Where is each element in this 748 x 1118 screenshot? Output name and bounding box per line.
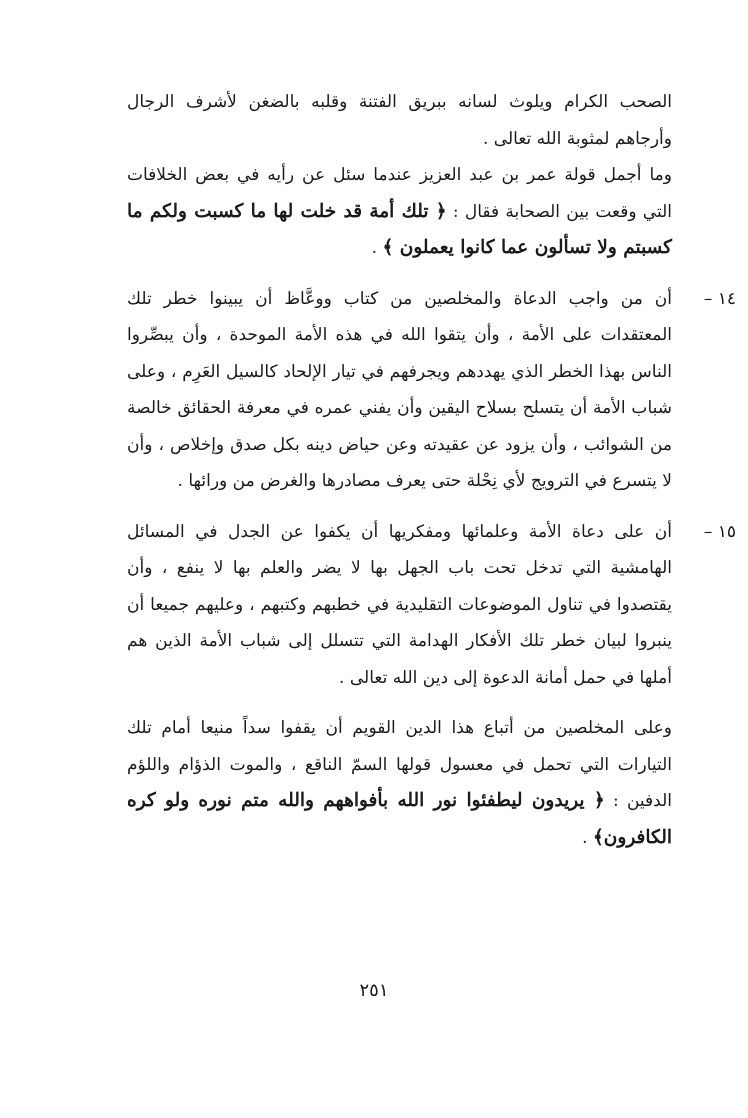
paragraph-quote [127,157,672,267]
item-number: ١٥ – [703,521,736,542]
paragraph-gap [127,267,672,281]
item-number: ١٤ – [703,288,736,309]
paragraph-gap [127,696,672,710]
list-item-15 [127,514,736,697]
paragraph-continuation [127,84,672,157]
quran-verse: ﴿ تلك أمة قد خلت لها ما كسبت ولكم ما كسبتم ولا تسألون عما كانوا يعملون ﴾ [127,200,672,258]
paragraph-text: وما أجمل قولة عمر بن عبد العزيز عندما سئل عن رأيه في بعض الخلافات التي وقعت بين الصحابة فقال : [127,165,672,222]
paragraph-gap [127,500,672,514]
item-text: أن من واجب الدعاة والمخلصين من كتاب ووعَّاظ أن يبينوا خطر تلك المعتقدات على الأمة ، وأن يتقوا الله في هذه الأمة الموحدة ، وأن يبصِّروا الناس بهذا الخطر الذي يهددهم ويجرفهم في تيار الإلحاد كالسيل العَرِم ، وعلى شباب الأمة أن يتسلح بسلاح اليقين وأن يفني عمره في معرفة الحقائق خالصة من الشوائب ، وأن يزود عن عقيدته وعن حياض دينه بكل صدق وإخلاص ، وأن لا يتسرع في الترويج لأي نِحْلة حتى يعرف مصادرها والغرض من ورائها . [127,288,672,491]
paragraph-text: وعلى المخلصين من أتباع هذا الدين القويم أن يقفوا سداً منيعا أمام تلك التيارات التي تحمل في معسول قولها السمّ الناقع ، والموت الذؤام واللؤم الدفين : [127,718,672,811]
paragraph-closing [127,710,672,856]
paragraph-end: . [582,827,593,848]
paragraph-end: . [371,238,383,258]
body-text [127,84,736,856]
paragraph-text: الصحب الكرام ويلوث لسانه ببريق الفتنة وقلبه بالضغن لأشرف الرجال وأرجاهم لمثوبة الله تعالى . [127,92,672,149]
item-text: أن على دعاة الأمة وعلمائها ومفكريها أن يكفوا عن الجدل في المسائل الهامشية التي تدخل تحت باب الجهل بها لا يضر والعلم بها لا ينفع ، وأن يقتصدوا في تناول الموضوعات التقليدية في خطبهم وكتبهم ، وعليهم جميعا أن ينبروا لبيان خطر تلك الأفكار الهدامة التي تتسلل إلى شباب الأمة الذين هم أملها في حمل أمانة الدعوة إلى دين الله تعالى . [127,521,672,688]
list-item-14 [127,281,736,500]
quran-verse: ﴿ يريدون ليطفئوا نور الله بأفواههم والله متم نوره ولو كره الكافرون﴾ [127,790,672,848]
page-number: ٢٥١ [359,980,389,1001]
